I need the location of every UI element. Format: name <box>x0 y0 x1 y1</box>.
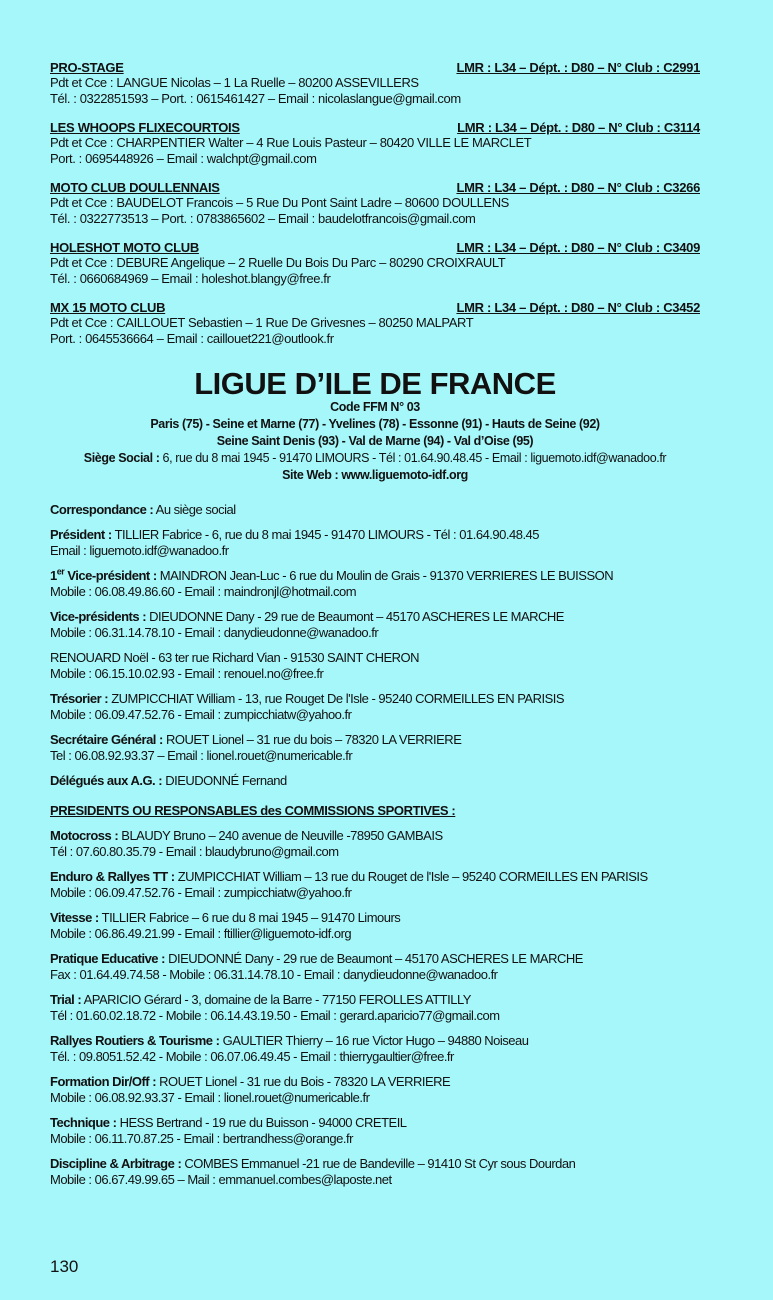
officer-details: DIEUDONNÉ Fernand <box>162 773 287 788</box>
commission-name: Formation Dir/Off : <box>50 1074 157 1089</box>
commission-details: BLAUDY Bruno – 240 avenue de Neuville -78950 GAMBAIS <box>118 828 443 843</box>
officer-role: Trésorier : <box>50 691 109 706</box>
officer-contact: Mobile : 06.31.14.78.10 - Email : danydieudonne@wanadoo.fr <box>50 625 379 640</box>
officer-contact: Mobile : 06.09.47.52.76 - Email : zumpicchiatw@yahoo.fr <box>50 707 352 722</box>
club-header <box>50 300 700 315</box>
club-contact: Port. : 0645536664 – Email : caillouet221@outlook.fr <box>50 331 334 346</box>
officer-role: Correspondance : <box>50 502 154 517</box>
club-name: HOLESHOT MOTO CLUB <box>50 240 199 255</box>
league-code: Code FFM N° 03 <box>330 400 420 414</box>
officer-contact: Tel : 06.08.92.93.37 – Email : lionel.rouet@numericable.fr <box>50 748 353 763</box>
club-contact: Port. : 0695448926 – Email : walchpt@gmail.com <box>50 151 317 166</box>
officer-entry <box>50 527 700 559</box>
officer-entry <box>50 691 700 723</box>
commission-entry <box>50 1115 700 1147</box>
commissions-heading: PRESIDENTS OU RESPONSABLES des COMMISSIONS SPORTIVES : <box>50 803 456 818</box>
club-president: Pdt et Cce : CAILLOUET Sebastien – 1 Rue De Grivesnes – 80250 MALPART <box>50 315 474 330</box>
commission-name: Enduro & Rallyes TT : <box>50 869 175 884</box>
commission-details: COMBES Emmanuel -21 rue de Bandeville – 91410 St Cyr sous Dourdan <box>181 1156 576 1171</box>
commission-details: HESS Bertrand - 19 rue du Buisson - 94000 CRETEIL <box>116 1115 407 1130</box>
league-header <box>50 366 700 484</box>
commission-entry <box>50 828 700 860</box>
commission-contact: Mobile : 06.67.49.99.65 – Mail : emmanuel.combes@laposte.net <box>50 1172 392 1187</box>
officer-details: RENOUARD Noël - 63 ter rue Richard Vian - 91530 SAINT CHERON <box>50 650 420 665</box>
officer-role <box>50 568 157 583</box>
siege-value: 6, rue du 8 mai 1945 - 91470 LIMOURS - Tél : 01.64.90.48.45 - Email : liguemoto.idf@wanadoo.fr <box>159 451 667 465</box>
officer-details: TILLIER Fabrice - 6, rue du 8 mai 1945 - 91470 LIMOURS - Tél : 01.64.90.48.45 <box>111 527 540 542</box>
commission-details: ROUET Lionel - 31 rue du Bois - 78320 LA VERRIERE <box>156 1074 451 1089</box>
officer-role-suffix: er <box>56 566 65 577</box>
club-header <box>50 120 700 135</box>
club-entry <box>50 240 700 287</box>
club-name: MX 15 MOTO CLUB <box>50 300 166 315</box>
officer-contact: Email : liguemoto.idf@wanadoo.fr <box>50 543 229 558</box>
club-name: PRO-STAGE <box>50 60 124 75</box>
officer-role: Délégués aux A.G. : <box>50 773 163 788</box>
commission-contact: Tél. : 09.8051.52.42 - Mobile : 06.07.06.49.45 - Email : thierrygaultier@free.fr <box>50 1049 454 1064</box>
commission-name: Pratique Educative : <box>50 951 165 966</box>
league-title: LIGUE D’ILE DE FRANCE <box>194 366 556 401</box>
league-website: Site Web : www.liguemoto-idf.org <box>282 468 468 482</box>
commission-name: Discipline & Arbitrage : <box>50 1156 182 1171</box>
club-header <box>50 60 700 75</box>
club-entry <box>50 120 700 167</box>
commission-name: Vitesse : <box>50 910 99 925</box>
league-siege <box>50 450 700 467</box>
commission-entry <box>50 951 700 983</box>
officer-role-name: Vice-président : <box>67 568 157 583</box>
club-president: Pdt et Cce : LANGUE Nicolas – 1 La Ruelle – 80200 ASSEVILLERS <box>50 75 419 90</box>
commission-name: Technique : <box>50 1115 117 1130</box>
commission-contact: Tél : 07.60.80.35.79 - Email : blaudybruno@gmail.com <box>50 844 339 859</box>
officer-details: ROUET Lionel – 31 rue du bois – 78320 LA VERRIERE <box>162 732 462 747</box>
commission-name: Motocross : <box>50 828 119 843</box>
commission-details: APARICIO Gérard - 3, domaine de la Barre - 77150 FEROLLES ATTILLY <box>81 992 471 1007</box>
club-entry <box>50 300 700 347</box>
officer-entry <box>50 568 700 600</box>
club-president: Pdt et Cce : DEBURE Angelique – 2 Ruelle Du Bois Du Parc – 80290 CROIXRAULT <box>50 255 506 270</box>
club-president: Pdt et Cce : BAUDELOT Francois – 5 Rue Du Pont Saint Ladre – 80600 DOULLENS <box>50 195 509 210</box>
commission-details: ZUMPICCHIAT William – 13 rue du Rouget de l'Isle – 95240 CORMEILLES EN PARISIS <box>174 869 648 884</box>
club-entry <box>50 60 700 107</box>
officer-role-number: 1 <box>50 568 57 583</box>
commission-entry <box>50 910 700 942</box>
club-name: MOTO CLUB DOULLENNAIS <box>50 180 220 195</box>
commission-entry <box>50 1156 700 1188</box>
commission-details: DIEUDONNÉ Dany - 29 rue de Beaumont – 45170 ASCHERES LE MARCHE <box>164 951 583 966</box>
officer-role: Secrétaire Général : <box>50 732 163 747</box>
league-departments: Paris (75) - Seine et Marne (77) - Yvelines (78) - Essonne (91) - Hauts de Seine (92) <box>150 417 600 431</box>
club-lmr: LMR : L34 – Dépt. : D80 – N° Club : C3452 <box>456 300 700 315</box>
club-contact: Tél. : 0322851593 – Port. : 0615461427 – Email : nicolaslangue@gmail.com <box>50 91 461 106</box>
club-entry <box>50 180 700 227</box>
officer-details: Au siège social <box>153 502 236 517</box>
club-name: LES WHOOPS FLIXECOURTOIS <box>50 120 240 135</box>
officer-role: Président : <box>50 527 112 542</box>
commission-details: GAULTIER Thierry – 16 rue Victor Hugo – 94880 Noiseau <box>219 1033 529 1048</box>
commission-entry <box>50 992 700 1024</box>
commission-contact: Mobile : 06.86.49.21.99 - Email : ftillier@liguemoto-idf.org <box>50 926 352 941</box>
commission-entry <box>50 1033 700 1065</box>
club-lmr: LMR : L34 – Dépt. : D80 – N° Club : C2991 <box>456 60 700 75</box>
officer-entry <box>50 609 700 641</box>
club-header <box>50 240 700 255</box>
club-contact: Tél. : 0660684969 – Email : holeshot.blangy@free.fr <box>50 271 331 286</box>
officer-details: MAINDRON Jean-Luc - 6 rue du Moulin de Grais - 91370 VERRIERES LE BUISSON <box>156 568 614 583</box>
club-lmr: LMR : L34 – Dépt. : D80 – N° Club : C3266 <box>456 180 700 195</box>
officer-entry <box>50 502 700 518</box>
officer-contact: Mobile : 06.15.10.02.93 - Email : renouel.no@free.fr <box>50 666 324 681</box>
officer-details: DIEUDONNE Dany - 29 rue de Beaumont – 45170 ASCHERES LE MARCHE <box>146 609 564 624</box>
club-lmr: LMR : L34 – Dépt. : D80 – N° Club : C3409 <box>456 240 700 255</box>
commission-contact: Fax : 01.64.49.74.58 - Mobile : 06.31.14.78.10 - Email : danydieudonne@wanadoo.fr <box>50 967 498 982</box>
commission-entry <box>50 1074 700 1106</box>
commission-entry <box>50 869 700 901</box>
club-lmr: LMR : L34 – Dépt. : D80 – N° Club : C3114 <box>457 120 700 135</box>
commission-contact: Mobile : 06.08.92.93.37 - Email : lionel.rouet@numericable.fr <box>50 1090 370 1105</box>
page-number: 130 <box>50 1257 79 1276</box>
club-contact: Tél. : 0322773513 – Port. : 0783865602 – Email : baudelotfrancois@gmail.com <box>50 211 476 226</box>
commission-contact: Tél : 01.60.02.18.72 - Mobile : 06.14.43.19.50 - Email : gerard.aparicio77@gmail.com <box>50 1008 500 1023</box>
club-president: Pdt et Cce : CHARPENTIER Walter – 4 Rue Louis Pasteur – 80420 VILLE LE MARCLET <box>50 135 532 150</box>
club-header <box>50 180 700 195</box>
officer-contact: Mobile : 06.08.49.86.60 - Email : maindronjl@hotmail.com <box>50 584 357 599</box>
officer-entry <box>50 773 700 789</box>
commission-details: TILLIER Fabrice – 6 rue du 8 mai 1945 – 91470 Limours <box>98 910 401 925</box>
officer-details: ZUMPICCHIAT William - 13, rue Rouget De l'Isle - 95240 CORMEILLES EN PARISIS <box>108 691 565 706</box>
commission-contact: Mobile : 06.11.70.87.25 - Email : bertrandhess@orange.fr <box>50 1131 353 1146</box>
officer-role: Vice-présidents : <box>50 609 147 624</box>
commission-name: Trial : <box>50 992 82 1007</box>
commission-name: Rallyes Routiers & Tourisme : <box>50 1033 220 1048</box>
siege-label: Siège Social : <box>83 451 160 465</box>
league-departments-2: Seine Saint Denis (93) - Val de Marne (94) - Val d’Oise (95) <box>216 434 534 448</box>
officer-entry <box>50 650 700 682</box>
document-page <box>50 60 700 1188</box>
commission-contact: Mobile : 06.09.47.52.76 - Email : zumpicchiatw@yahoo.fr <box>50 885 352 900</box>
officer-entry <box>50 732 700 764</box>
